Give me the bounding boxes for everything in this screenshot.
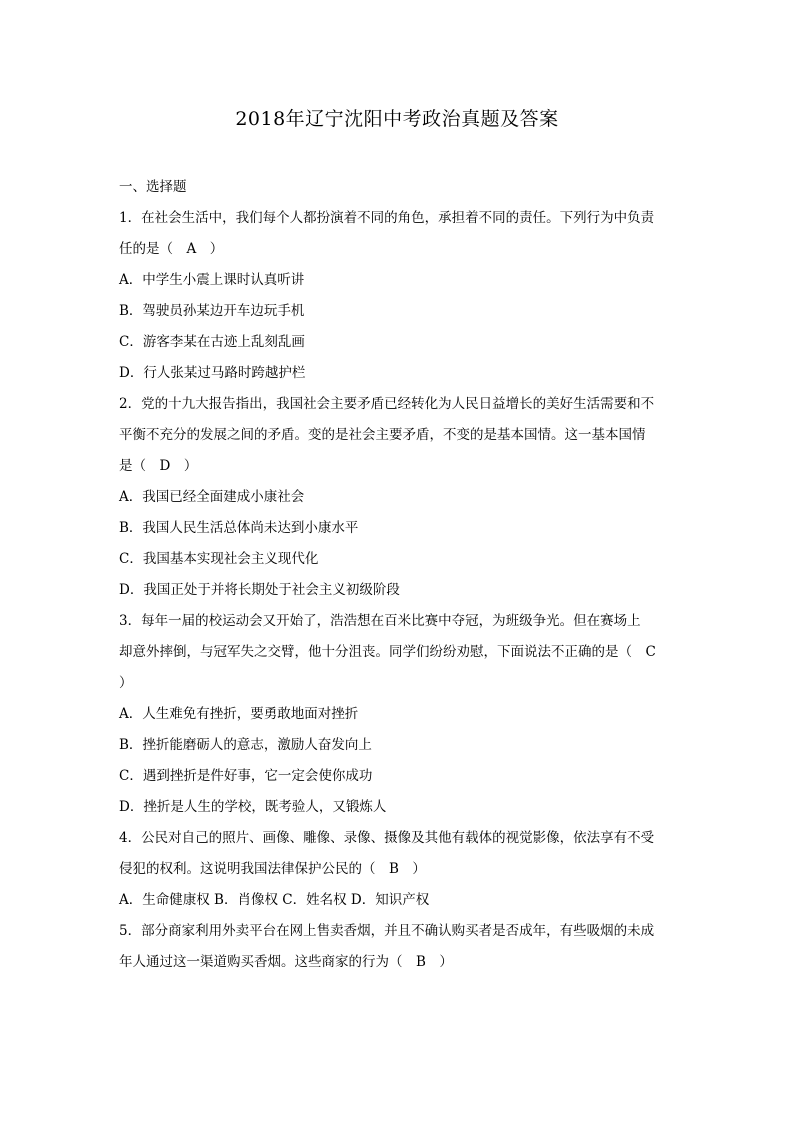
question-2-option-b: B．我国人民生活总体尚未达到小康水平	[119, 520, 359, 536]
question-1-option-b: B．驾驶员孙某边开车边玩手机	[119, 303, 305, 319]
question-2-stem: 是（ D ）	[119, 458, 198, 474]
question-3-stem: 3．每年一届的校运动会又开始了，浩浩想在百米比赛中夺冠，为班级争光。但在赛场上	[119, 613, 641, 629]
question-2-option-a: A．我国已经全面建成小康社会	[119, 489, 305, 505]
document-title: 2018年辽宁沈阳中考政治真题及答案	[235, 108, 559, 130]
question-3-stem: 却意外摔倒，与冠军失之交臂，他十分沮丧。同学们纷纷劝慰，下面说法不正确的是（ C	[119, 644, 656, 660]
question-5-stem: 年人通过这一渠道购买香烟。这些商家的行为（ B ）	[119, 954, 453, 970]
question-2-option-c: C．我国基本实现社会主义现代化	[119, 551, 319, 567]
question-4-options: A．生命健康权 B．肖像权 C．姓名权 D．知识产权	[119, 892, 430, 908]
section-heading: 一、选择题	[119, 179, 187, 195]
question-3-option-b: B．挫折能磨砺人的意志，激励人奋发向上	[119, 737, 372, 753]
question-1-option-a: A．中学生小震上课时认真听讲	[119, 272, 305, 288]
question-4-stem: 4．公民对自己的照片、画像、雕像、录像、摄像及其他有载体的视觉影像，依法享有不受	[119, 830, 655, 846]
question-3-stem: ）	[119, 675, 133, 691]
question-2-stem: 2．党的十九大报告指出，我国社会主要矛盾已经转化为人民日益增长的美好生活需要和不	[119, 396, 655, 412]
question-3-option-c: C．遇到挫折是件好事，它一定会使你成功	[119, 768, 373, 784]
question-2-option-d: D．我国正处于并将长期处于社会主义初级阶段	[119, 582, 400, 598]
document-body	[119, 172, 679, 978]
question-1-option-d: D．行人张某过马路时跨越护栏	[119, 365, 306, 381]
question-3-option-a: A．人生难免有挫折，要勇敢地面对挫折	[119, 706, 359, 722]
question-1-stem: 1．在社会生活中，我们每个人都扮演着不同的角色，承担着不同的责任。下列行为中负责	[119, 210, 655, 226]
question-5-stem: 5．部分商家利用外卖平台在网上售卖香烟，并且不确认购买者是否成年，有些吸烟的未成	[119, 923, 655, 939]
question-1-stem: 任的是（ A ）	[119, 241, 224, 257]
question-1-option-c: C．游客李某在古迹上乱刻乱画	[119, 334, 305, 350]
question-2-stem: 平衡不充分的发展之间的矛盾。变的是社会主要矛盾，不变的是基本国情。这一基本国情	[119, 427, 646, 443]
question-3-option-d: D．挫折是人生的学校，既考验人，又锻炼人	[119, 799, 387, 815]
question-4-stem: 侵犯的权利。这说明我国法律保护公民的（ B ）	[119, 861, 426, 877]
